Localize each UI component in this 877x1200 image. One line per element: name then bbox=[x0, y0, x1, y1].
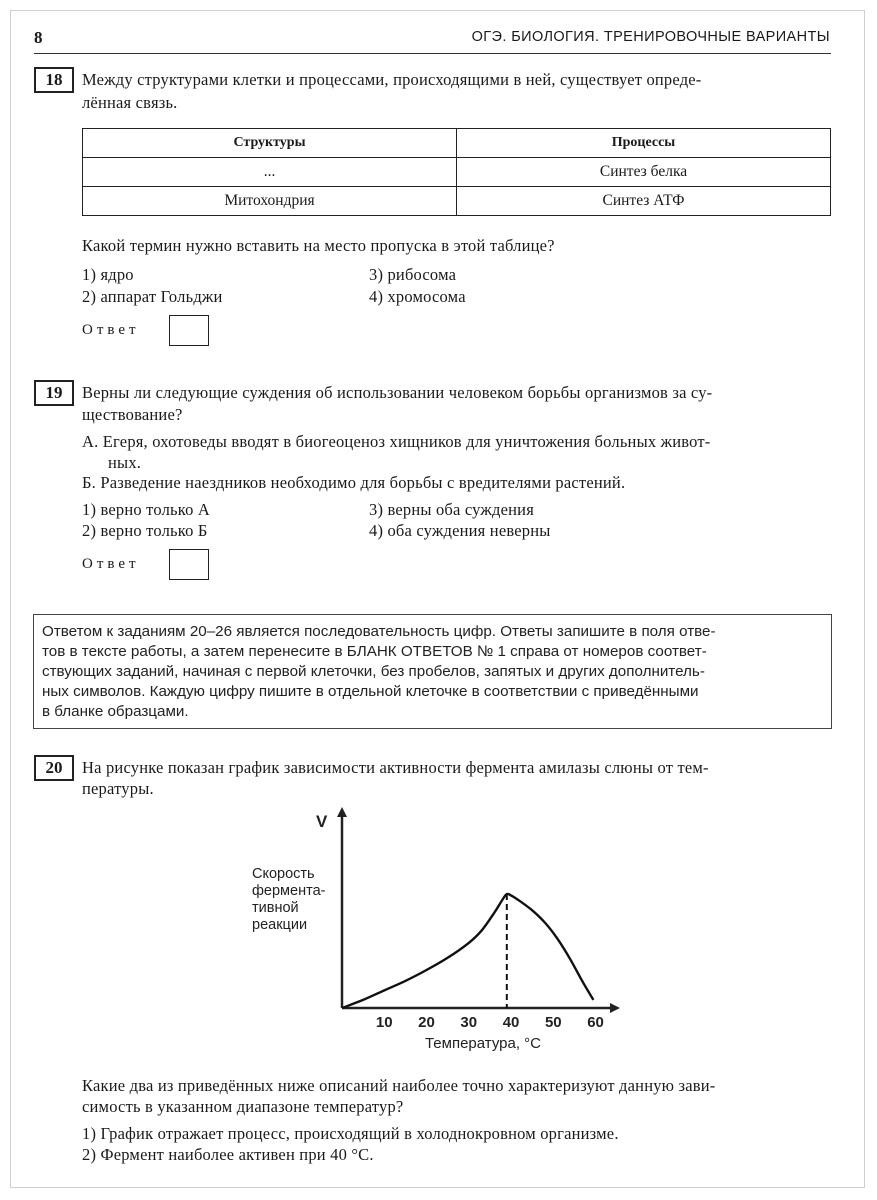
y-axis-label-line-3: тивной bbox=[252, 900, 299, 916]
x-tick-labels bbox=[376, 1014, 604, 1031]
q20-question-line-2: симость в указанном диапазоне температур? bbox=[82, 1097, 404, 1116]
q18-question: Какой термин нужно вставить на место пропуска в этой таблице? bbox=[82, 236, 555, 255]
q18-option-1[interactable]: 1) ядро bbox=[82, 265, 134, 284]
table-header-processes: Процессы bbox=[457, 129, 831, 158]
y-axis-label-line-1: Скорость bbox=[252, 866, 315, 882]
instruction-line-3: ствующих заданий, начиная с первой клеточки, без пробелов, запятых и других дополнитель- bbox=[42, 663, 705, 680]
q20-question-line-1: Какие два из приведённых ниже описаний наиболее точно характеризуют данную зави- bbox=[82, 1076, 716, 1095]
table-header-row bbox=[83, 129, 831, 158]
q18-answer-box[interactable] bbox=[169, 315, 209, 346]
table-cell: Синтез АТФ bbox=[457, 187, 831, 216]
q19-answer-label: Ответ bbox=[82, 556, 140, 572]
q18-option-4[interactable]: 4) хромосома bbox=[369, 287, 466, 306]
instruction-line-5: в бланке образцами. bbox=[42, 703, 189, 720]
q19-text-line-1: Верны ли следующие суждения об использовании человеком борьбы организмов за су- bbox=[82, 383, 713, 402]
x-axis-label: Температура, °С bbox=[424, 1035, 542, 1052]
question-20-number: 20 bbox=[34, 755, 74, 781]
y-axis-symbol: V bbox=[316, 812, 328, 831]
x-tick-label-20: 20 bbox=[418, 1014, 435, 1031]
q19-option-2[interactable]: 2) верно только Б bbox=[82, 521, 208, 540]
activity-curve bbox=[342, 894, 593, 1008]
x-tick-label-50: 50 bbox=[544, 1014, 562, 1031]
q19-option-1[interactable]: 1) верно только А bbox=[82, 500, 210, 519]
q19-option-3[interactable]: 3) верны оба суждения bbox=[369, 500, 534, 519]
q19-statement-a: А. Егеря, охотоведы вводят в биогеоценоз хищников для уничтожения больных живот- bbox=[82, 432, 711, 451]
q18-text-line-1: Между структурами клетки и процессами, происходящими в ней, существует опреде- bbox=[82, 70, 702, 89]
q18-option-3[interactable]: 3) рибосома bbox=[369, 265, 457, 284]
instruction-line-2: тов в тексте работы, а затем перенесите в БЛАНК ОТВЕТОВ № 1 справа от номеров соответ- bbox=[42, 643, 707, 660]
q20-option-2[interactable]: 2) Фермент наиболее активен при 40 °С. bbox=[82, 1145, 374, 1164]
x-tick-label-60: 60 bbox=[587, 1014, 604, 1031]
table-header-structures: Структуры bbox=[83, 129, 457, 158]
q20-text-line-2: пературы. bbox=[82, 779, 154, 798]
instruction-line-1: Ответом к заданиям 20–26 является последовательность цифр. Ответы запишите в поля отве- bbox=[42, 623, 716, 640]
running-title: ОГЭ. БИОЛОГИЯ. ТРЕНИРОВОЧНЫЕ ВАРИАНТЫ bbox=[471, 29, 830, 45]
q18-answer-label: Ответ bbox=[82, 322, 140, 338]
question-18-number: 18 bbox=[34, 67, 74, 93]
table-cell: Митохондрия bbox=[83, 187, 457, 216]
amylase-activity-chart bbox=[230, 800, 630, 1062]
question-19-number: 19 bbox=[34, 380, 74, 406]
page-number: 8 bbox=[34, 28, 43, 47]
table-cell: ... bbox=[83, 158, 457, 187]
q18-structures-table bbox=[82, 128, 831, 216]
instruction-box bbox=[33, 614, 832, 729]
x-tick-label-30: 30 bbox=[460, 1014, 478, 1031]
table-cell: Синтез белка bbox=[457, 158, 831, 187]
q18-option-2[interactable]: 2) аппарат Гольджи bbox=[82, 287, 223, 306]
q19-answer-box[interactable] bbox=[169, 549, 209, 580]
q19-statement-b: Б. Разведение наездников необходимо для борьбы с вредителями растений. bbox=[82, 473, 626, 492]
q19-statement-a-cont: ных. bbox=[108, 453, 142, 472]
instruction-line-4: ных символов. Каждую цифру пишите в отдельной клеточке в соответствии с приведёнными bbox=[42, 683, 699, 700]
x-tick-label-10: 10 bbox=[375, 1014, 393, 1031]
q20-option-1[interactable]: 1) График отражает процесс, происходящий в холоднокровном организме. bbox=[82, 1124, 619, 1143]
y-axis-label-line-4: реакции bbox=[252, 917, 308, 933]
q20-text-line-1: На рисунке показан график зависимости активности фермента амилазы слюны от тем- bbox=[82, 758, 709, 777]
table-row bbox=[83, 187, 831, 216]
y-axis-label-line-2: фермента- bbox=[252, 883, 326, 899]
x-tick-label-40: 40 bbox=[502, 1014, 520, 1031]
q18-text-line-2: лённая связь. bbox=[82, 93, 178, 112]
header-divider bbox=[34, 53, 831, 54]
q19-text-line-2: ществование? bbox=[82, 405, 183, 424]
q19-option-4[interactable]: 4) оба суждения неверны bbox=[369, 521, 551, 540]
table-row bbox=[83, 158, 831, 187]
